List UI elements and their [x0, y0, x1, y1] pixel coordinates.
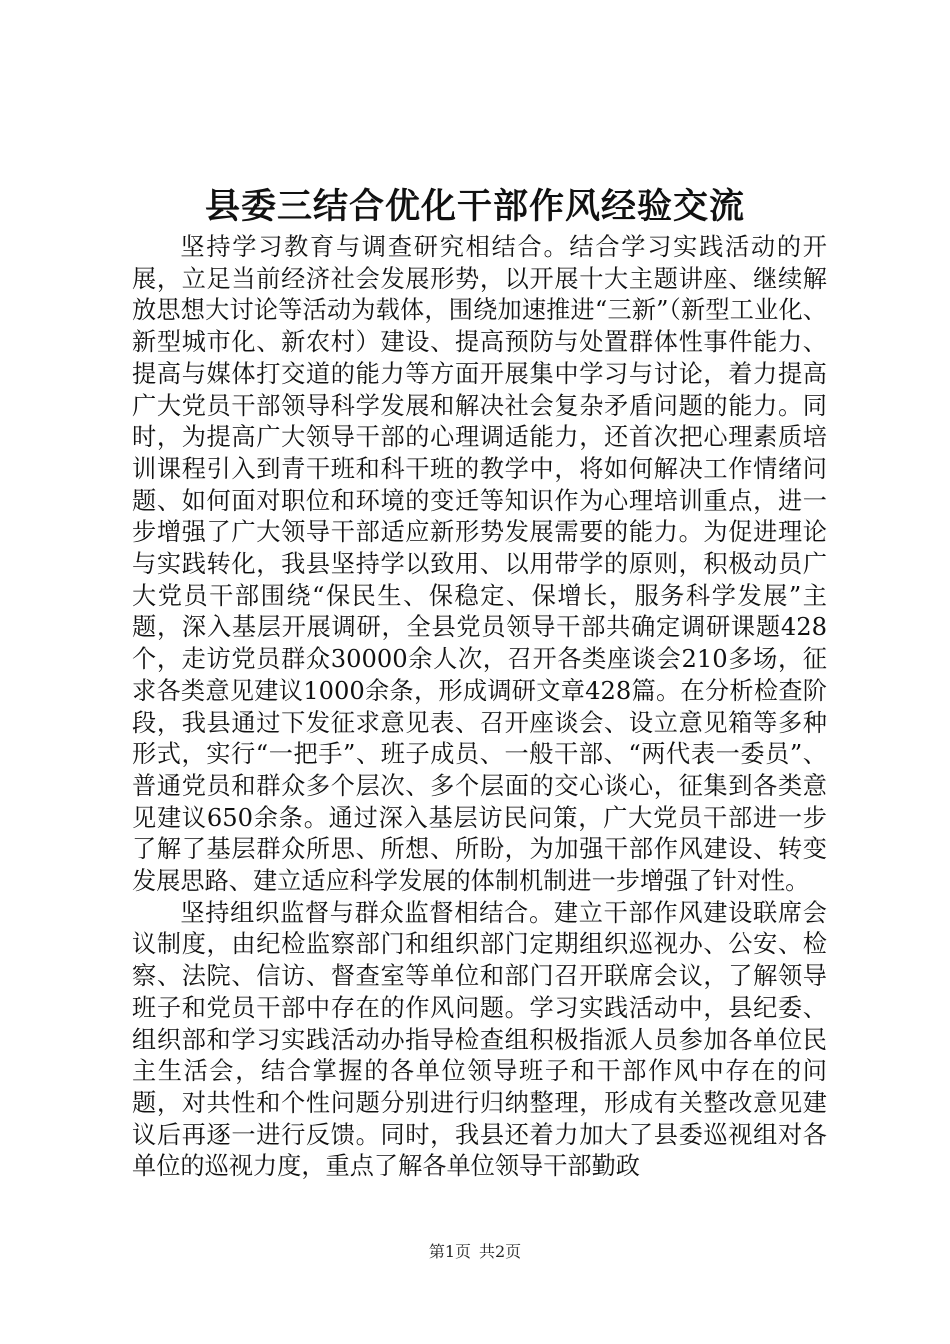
- page-footer: [0, 1240, 950, 1264]
- paragraph-1: 坚持学习教育与调查研究相结合。结合学习实践活动的开展，立足当前经济社会发展形势，以开展十大主题讲座、继续解放思想大讨论等活动为载体，围绕加速推进“三新”（新型工业化、新型城市化、新农村）建设、提高预防与处置群体性事件能力、提高与媒体打交道的能力等方面开展集中学习与讨论，着力提高广大党员干部领导科学发展和解决社会复杂矛盾问题的能力。同时，为提高广大领导干部的心理调适能力，还首次把心理素质培训课程引入到青干班和科干班的教学中，将如何解决工作情绪问题、如何面对职位和环境的变迁等知识作为心理培训重点，进一步增强了广大领导干部适应新形势发展需要的能力。为促进理论与实践转化，我县坚持学以致用、以用带学的原则，积极动员广大党员干部围绕“保民生、保稳定、保增长，服务科学发展”主题，深入基层开展调研，全县党员领导干部共确定调研课题428个，走访党员群众30000余人次，召开各类座谈会210多场，征求各类意见建议1000余条，形成调研文章428篇。在分析检查阶段，我县通过下发征求意见表、召开座谈会、设立意见箱等多种形式，实行“一把手”、班子成员、一般干部、“两代表一委员”、普通党员和群众多个层次、多个层面的交心谈心，征集到各类意见建议650余条。通过深入基层访民问策，广大党员干部进一步了解了基层群众所思、所想、所盼，为加强干部作风建设、转变发展思路、建立适应科学发展的体制机制进一步增强了针对性。: [132, 233, 827, 896]
- document-title: 县委三结合优化干部作风经验交流: [204, 186, 745, 227]
- paragraph-2: 坚持组织监督与群众监督相结合。建立干部作风建设联席会议制度，由纪检监察部门和组织部门定期组织巡视办、公安、检察、法院、信访、督查室等单位和部门召开联席会议，了解领导班子和党员干部中存在的作风问题。学习实践活动中，县纪委、组织部和学习实践活动办指导检查组积极指派人员参加各单位民主生活会，结合掌握的各单位领导班子和干部作风中存在的问题，对共性和个性问题分别进行归纳整理，形成有关整改意见建议后再逐一进行反馈。同时，我县还着力加大了县委巡视组对各单位的巡视力度，重点了解各单位领导干部勤政: [132, 898, 827, 1181]
- document-body: [132, 232, 827, 1183]
- page-total: 共2页: [479, 1242, 522, 1261]
- page-number: 第1页: [428, 1242, 471, 1261]
